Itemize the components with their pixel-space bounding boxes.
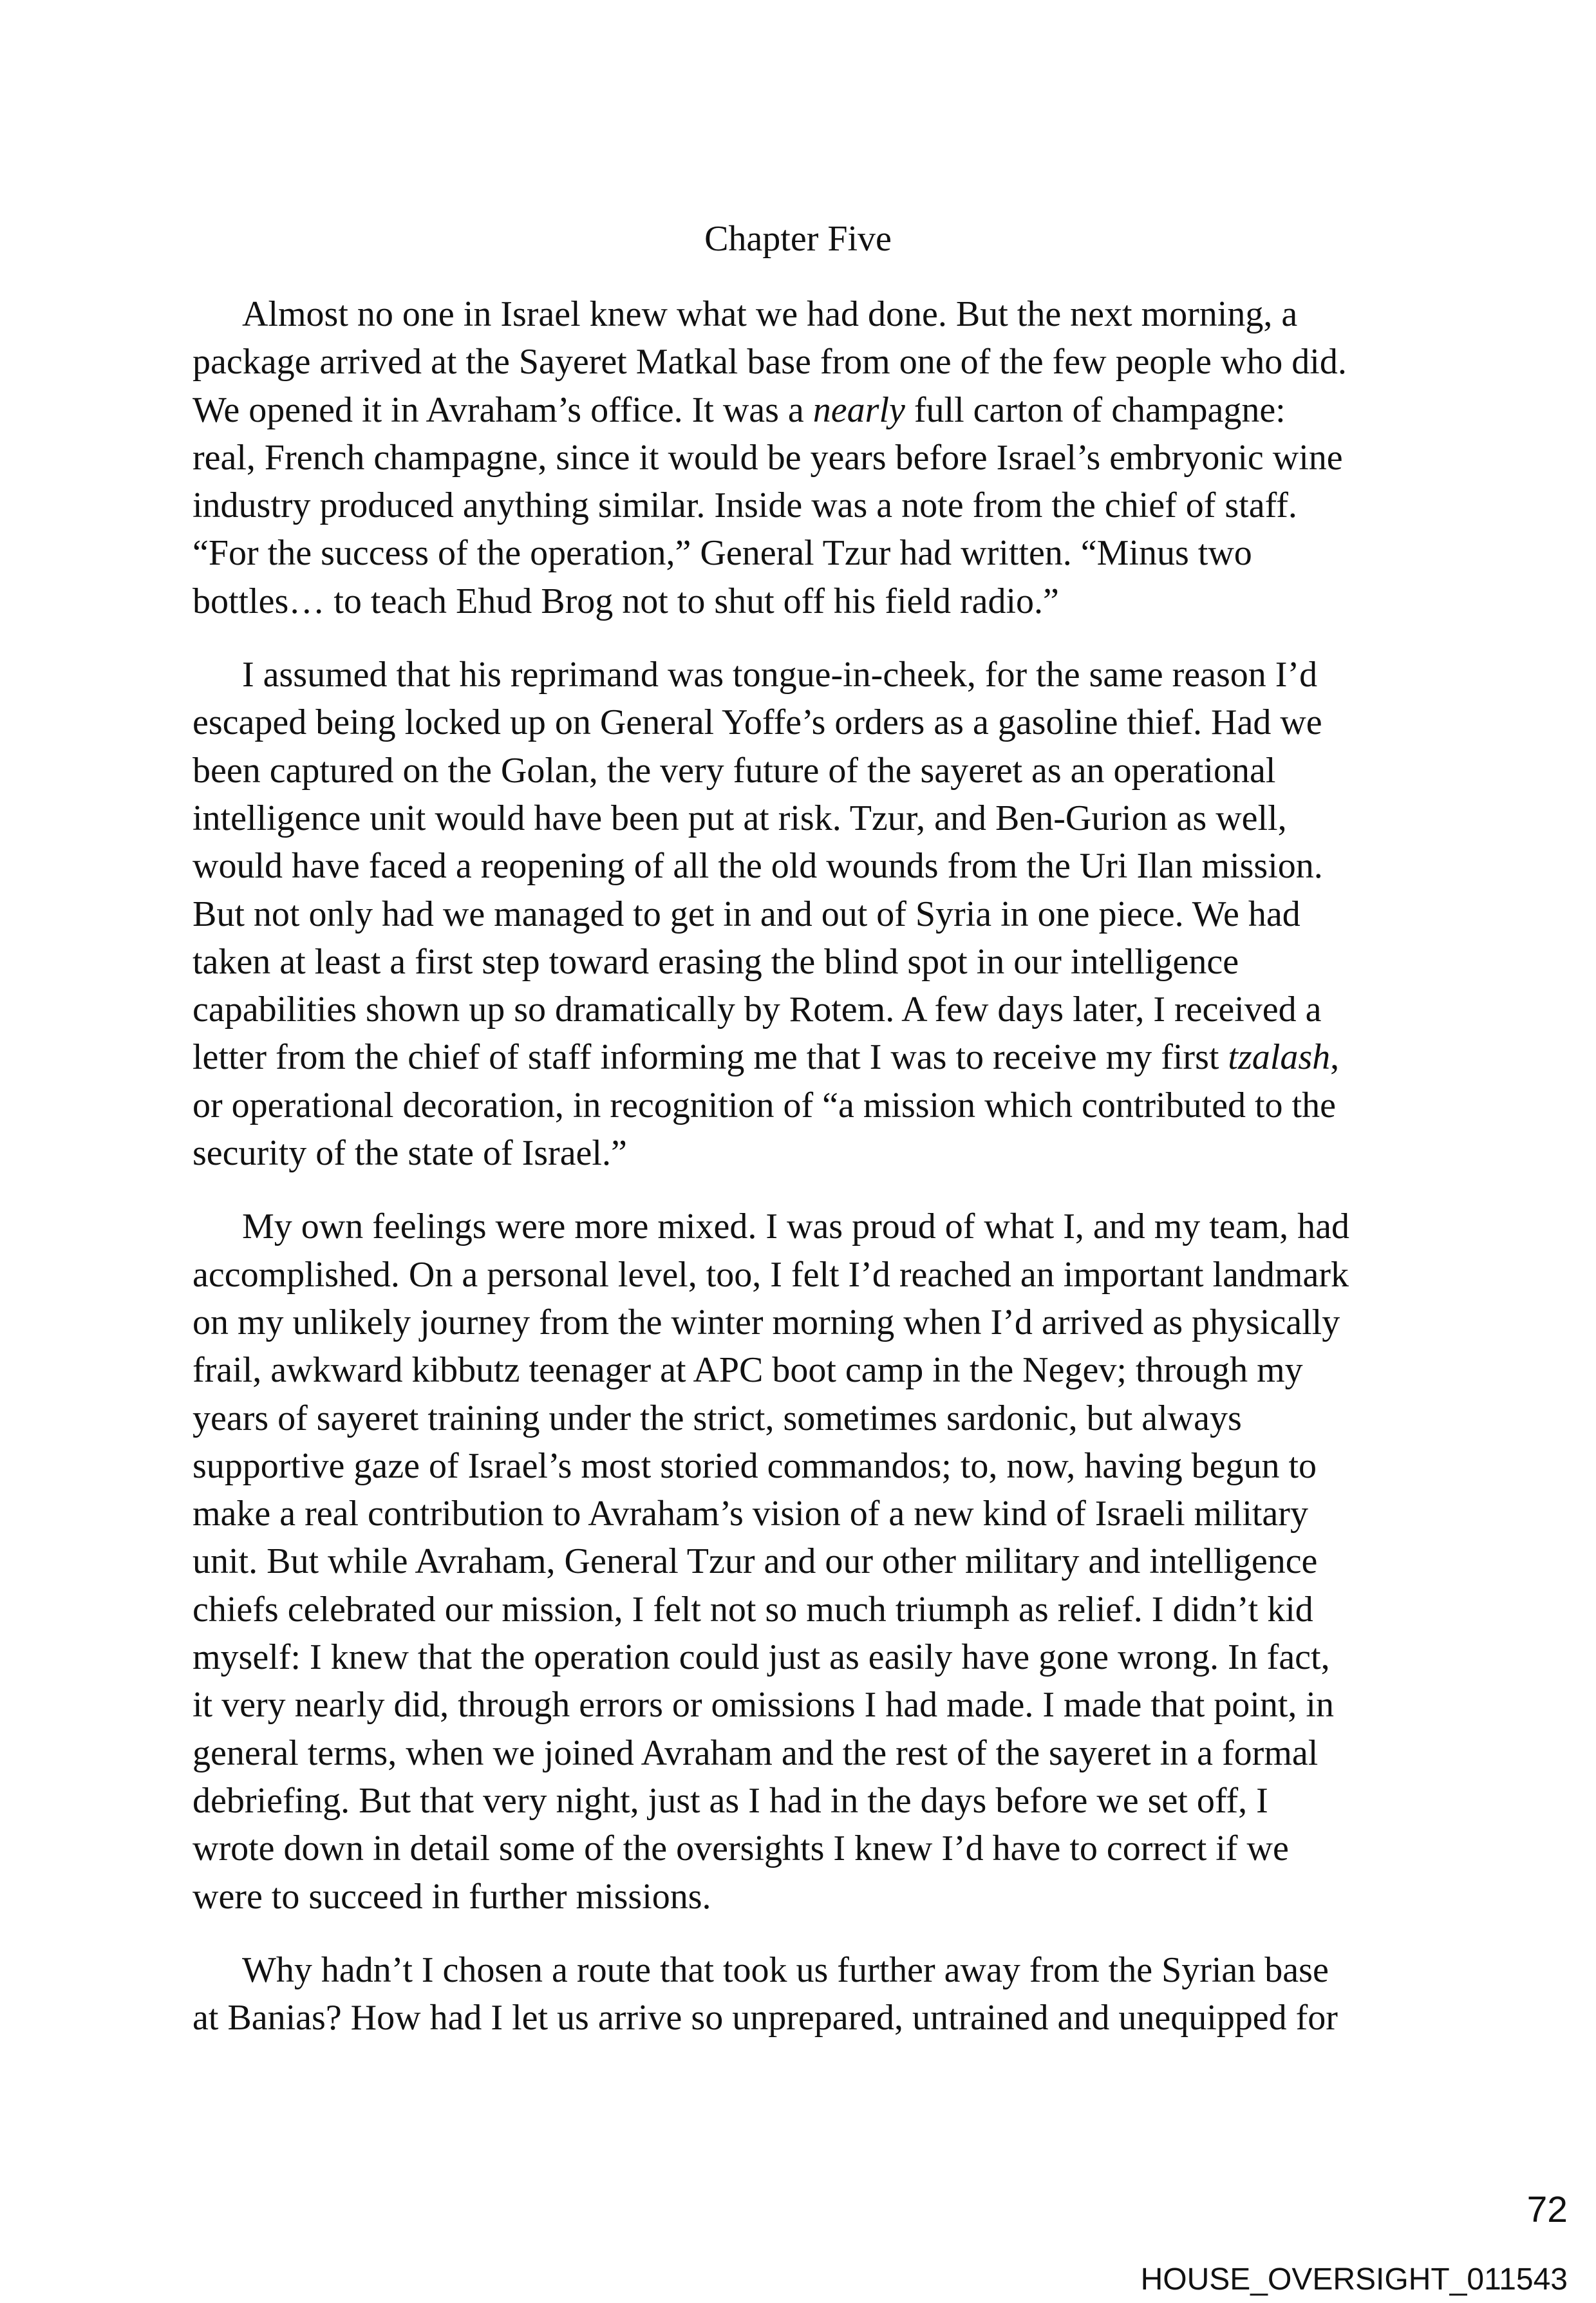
text-line: would have faced a reopening of all the old wounds from the Uri Ilan mission.: [192, 846, 1323, 887]
chapter-title: Chapter Five: [704, 219, 892, 259]
text-line: intelligence unit would have been put at risk. Tzur, and Ben-Gurion as well,: [192, 798, 1287, 838]
text-line: I assumed that his reprimand was tongue-in-cheek, for the same reason I’d: [242, 655, 1318, 695]
text-line: unit. But while Avraham, General Tzur and our other military and intelligence: [192, 1541, 1318, 1582]
text-line: My own feelings were more mixed. I was proud of what I, and my team, had: [242, 1207, 1349, 1247]
text-line: industry produced anything similar. Inside was a note from the chief of staff.: [192, 485, 1297, 526]
paragraph: [192, 651, 1416, 1177]
text-segment: full carton of champagne:: [905, 390, 1286, 430]
text-line: been captured on the Golan, the very future of the sayeret as an operational: [192, 750, 1276, 791]
text-line: [192, 386, 1416, 434]
text-segment: We opened it in Avraham’s office. It was a: [192, 390, 813, 430]
text-line: But not only had we managed to get in and out of Syria in one piece. We had: [192, 894, 1300, 934]
text-line: Why hadn’t I chosen a route that took us further away from the Syrian base: [242, 1950, 1329, 1990]
paragraph: [192, 1946, 1416, 2042]
text-line: Almost no one in Israel knew what we had done. But the next morning, a: [242, 294, 1298, 334]
page-number: 72: [1526, 2189, 1568, 2230]
italic-term: tzalash: [1228, 1037, 1331, 1078]
text-line: general terms, when we joined Avraham and the rest of the sayeret in a formal: [192, 1733, 1319, 1773]
text-line: capabilities shown up so dramatically by Rotem. A few days later, I received a: [192, 990, 1322, 1030]
italic-term: nearly: [812, 390, 905, 430]
text-line: supportive gaze of Israel’s most storied commandos; to, now, having begun to: [192, 1445, 1317, 1486]
text-line: it very nearly did, through errors or omissions I had made. I made that point, in: [192, 1685, 1334, 1725]
text-segment: letter from the chief of staff informing me that I was to receive my first: [192, 1037, 1228, 1078]
text-line: [192, 1033, 1416, 1081]
text-line: or operational decoration, in recognition of “a mission which contributed to the: [192, 1085, 1336, 1125]
text-line: “For the success of the operation,” General Tzur had written. “Minus two: [192, 533, 1252, 574]
text-line: security of the state of Israel.”: [192, 1133, 627, 1174]
text-line: at Banias? How had I let us arrive so unprepared, untrained and unequipped for: [192, 1998, 1338, 2038]
bates-number: HOUSE_OVERSIGHT_011543: [1140, 2262, 1568, 2297]
text-line: myself: I knew that the operation could just as easily have gone wrong. In fact,: [192, 1637, 1330, 1678]
text-segment: ,: [1330, 1037, 1340, 1078]
text-line: accomplished. On a personal level, too, I felt I’d reached an important landmark: [192, 1254, 1349, 1295]
paragraph: [192, 290, 1416, 625]
body-text: [192, 290, 1416, 2067]
text-line: package arrived at the Sayeret Matkal base from one of the few people who did.: [192, 342, 1347, 382]
text-line: chiefs celebrated our mission, I felt not so much triumph as relief. I didn’t kid: [192, 1589, 1313, 1630]
text-line: frail, awkward kibbutz teenager at APC boot camp in the Negev; through my: [192, 1350, 1303, 1391]
text-line: were to succeed in further missions.: [192, 1876, 711, 1917]
text-line: real, French champagne, since it would be years before Israel’s embryonic wine: [192, 437, 1343, 478]
text-line: escaped being locked up on General Yoffe’s orders as a gasoline thief. Had we: [192, 702, 1322, 743]
text-line: years of sayeret training under the strict, sometimes sardonic, but always: [192, 1398, 1242, 1438]
paragraph: [192, 1203, 1416, 1920]
text-line: on my unlikely journey from the winter morning when I’d arrived as physically: [192, 1302, 1340, 1342]
text-line: debriefing. But that very night, just as I had in the days before we set off, I: [192, 1780, 1268, 1821]
text-line: wrote down in detail some of the oversights I knew I’d have to correct if we: [192, 1828, 1289, 1869]
text-line: bottles… to teach Ehud Brog not to shut off his field radio.”: [192, 581, 1059, 621]
text-line: make a real contribution to Avraham’s vision of a new kind of Israeli military: [192, 1494, 1308, 1534]
text-line: taken at least a first step toward erasing the blind spot in our intelligence: [192, 941, 1239, 982]
